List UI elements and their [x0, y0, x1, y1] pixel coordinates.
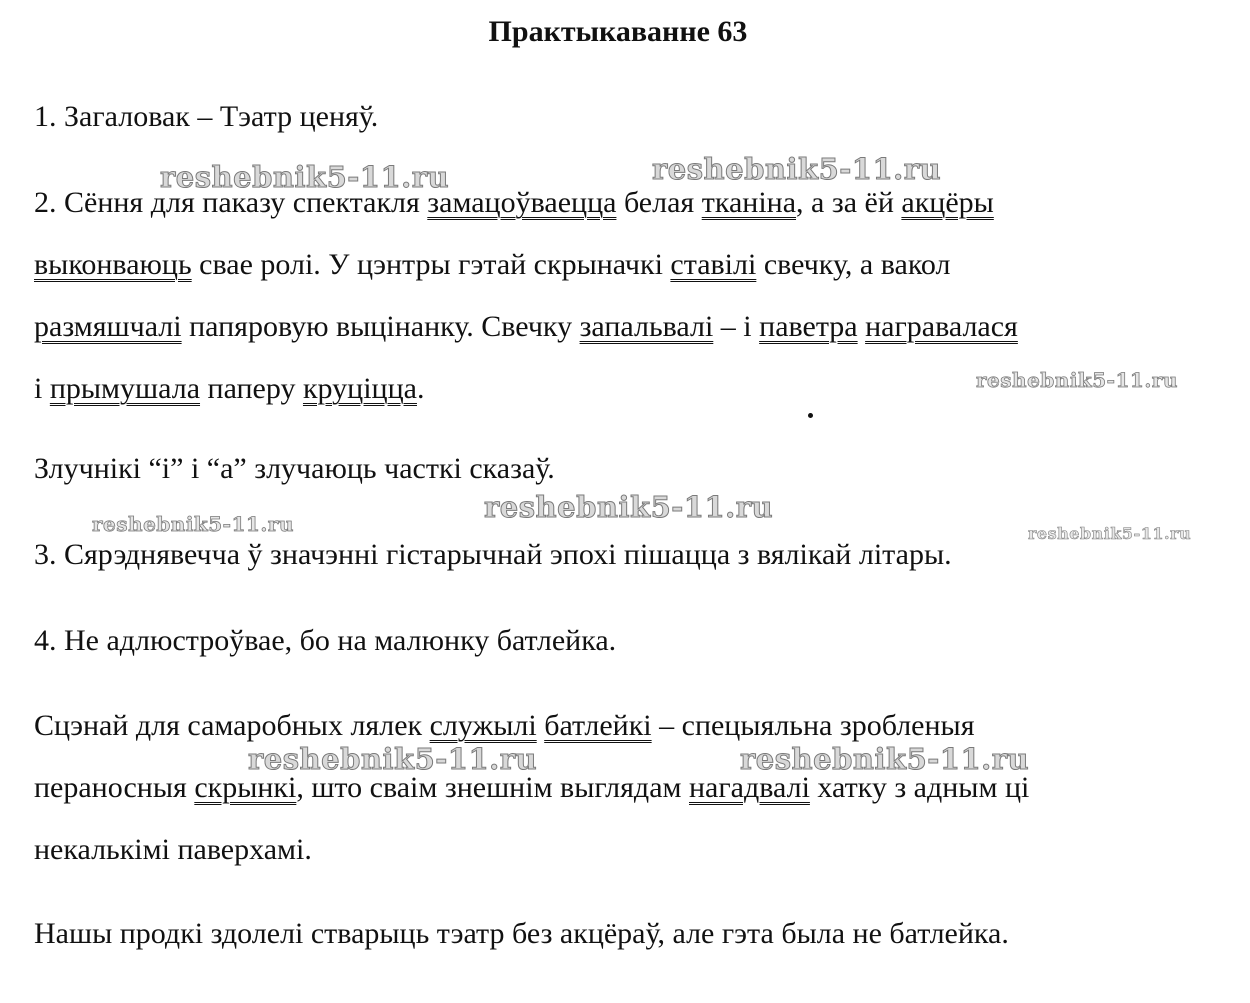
paragraph-5-line-2 — [34, 757, 1214, 819]
paragraph-6-text: Нашы продкі здолелі стварыць тэатр без акцёраў, але гэта была не батлейка. — [34, 917, 1009, 950]
text: пераносныя — [34, 771, 195, 804]
text — [858, 310, 866, 343]
item-4-text: 4. Не адлюстроўвае, бо на малюнку батлейка. — [34, 624, 617, 657]
underlined-predicate: прымушала — [49, 372, 201, 405]
underlined-predicate: ставілі — [670, 248, 757, 281]
text: некалькімі паверхамі. — [34, 833, 312, 866]
watermark-text: reshebnik5-11.ru — [740, 742, 1030, 776]
text: свае ролі. У цэнтры гэтай скрыначкі — [191, 248, 671, 281]
watermark-text: reshebnik5-11.ru — [976, 368, 1178, 392]
underlined-predicate: награвалася — [865, 310, 1018, 343]
underlined-subject: паветра — [759, 310, 858, 343]
text: . — [416, 372, 425, 405]
paragraph-5-line-1 — [34, 695, 1214, 757]
page-title: Практыкаванне 63 — [488, 15, 748, 48]
underlined-predicate: размяшчалі — [34, 310, 182, 343]
text: паперу — [200, 372, 303, 405]
item-3 — [34, 524, 1214, 586]
item-1-text: 1. Загаловак – Тэатр ценяў. — [34, 100, 379, 133]
text: Сцэнай для самаробных лялек — [34, 709, 430, 742]
underlined-predicate: запальвалі — [579, 310, 714, 343]
item-1 — [34, 86, 1214, 148]
paragraph-6 — [34, 903, 1214, 965]
text: свечку, а вакол — [756, 248, 951, 281]
underlined-subject: скрынкі — [194, 771, 297, 804]
text: – спецыяльна зробленыя — [651, 709, 975, 742]
watermark-text: reshebnik5-11.ru — [92, 512, 294, 536]
text: – і — [713, 310, 760, 343]
paragraph-5 — [34, 695, 1214, 881]
item-2-line-1 — [34, 172, 1214, 234]
stray-dot — [808, 413, 813, 418]
underlined-predicate: круціцца — [302, 372, 417, 405]
conjunction-note-text: Злучнікі “і” і “а” злучаюць часткі сказаў. — [34, 452, 555, 485]
underlined-subject: батлейкі — [544, 709, 652, 742]
item-2-line-3 — [34, 296, 1214, 358]
text: , а за ёй — [796, 186, 902, 219]
text: белая — [616, 186, 702, 219]
text: і — [34, 372, 50, 405]
underlined-predicate: нагадвалі — [689, 771, 810, 804]
watermark-text: reshebnik5-11.ru — [484, 490, 774, 524]
watermark-text: reshebnik5-11.ru — [248, 742, 538, 776]
text: , што сваім знешнім выглядам — [296, 771, 689, 804]
conjunction-note — [34, 438, 1214, 500]
underlined-subject: акцёры — [901, 186, 994, 219]
item-2-line-4 — [34, 358, 1214, 420]
watermark-text: reshebnik5-11.ru — [1028, 524, 1192, 543]
underlined-predicate: выконваюць — [34, 248, 192, 281]
item-4 — [34, 610, 1214, 672]
text: 2. Сёння для паказу спектакля — [34, 186, 428, 219]
underlined-predicate: замацоўваецца — [427, 186, 617, 219]
item-3-text: 3. Сярэднявечча ў значэнні гістарычнай эпохі пішацца з вялікай літары. — [34, 538, 952, 571]
underlined-subject: тканіна — [701, 186, 797, 219]
watermark-text: reshebnik5-11.ru — [652, 152, 942, 186]
item-2 — [34, 172, 1214, 420]
text: хатку з адным ці — [809, 771, 1030, 804]
underlined-predicate: служылі — [429, 709, 537, 742]
watermark-text: reshebnik5-11.ru — [160, 160, 450, 194]
text: папяровую выцінанку. Свечку — [181, 310, 580, 343]
item-2-line-2 — [34, 234, 1214, 296]
paragraph-5-line-3 — [34, 819, 1214, 881]
